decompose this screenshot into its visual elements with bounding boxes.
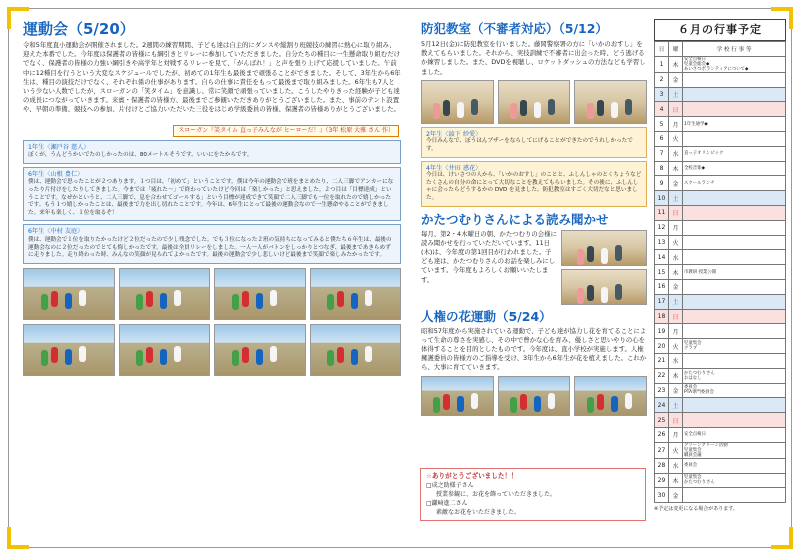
calendar-row [655, 161, 786, 176]
calendar-date: 23 [655, 383, 669, 398]
calendar-date: 9 [655, 176, 669, 191]
calendar-date: 4 [655, 102, 669, 117]
calendar-event: クリーングリーン活動 児童集会 職員会議 [683, 442, 786, 458]
calendar-date: 3 [655, 87, 669, 102]
calendar-event: 児童集会 クラブ [683, 339, 786, 354]
calendar-rows [655, 56, 786, 502]
crime-prevention-photo [421, 80, 494, 124]
calendar-weekday: 金 [669, 383, 683, 398]
calendar-date: 26 [655, 427, 669, 442]
calendar-event: 市教研 授業公開 [683, 265, 786, 280]
sports-day-section [23, 19, 401, 376]
calendar-date: 10 [655, 191, 669, 206]
thanks-line: □成之助様子さん [426, 482, 474, 489]
calendar-row [655, 442, 786, 458]
calendar-event [683, 131, 786, 146]
calendar-date: 24 [655, 398, 669, 413]
calendar-row [655, 398, 786, 413]
calendar-weekday: 火 [669, 442, 683, 458]
calendar-weekday: 木 [669, 368, 683, 383]
calendar-weekday: 月 [669, 117, 683, 132]
calendar-row [655, 176, 786, 191]
calendar-event [683, 102, 786, 117]
calendar-row [655, 279, 786, 294]
calendar-row [655, 413, 786, 428]
flower-photo [574, 376, 647, 416]
thanks-title: ☆ありがとうございました！！ [426, 472, 518, 480]
calendar-weekday: 日 [669, 102, 683, 117]
newsletter-sheet [8, 8, 792, 548]
student-comment-box [23, 140, 401, 164]
student-comment-box [421, 127, 647, 158]
crime-prevention-photos [421, 80, 647, 124]
sports-photo [119, 268, 211, 320]
calendar-date: 19 [655, 324, 669, 339]
calendar-event: 委員会 [683, 458, 786, 473]
calendar-row [655, 473, 786, 488]
comment-header: 4年生〈井田 惑花〉 [426, 164, 482, 172]
calendar-date: 21 [655, 353, 669, 368]
calendar-row [655, 72, 786, 87]
comment-text: 僕は、運動会で１位を取りたかったけど２位だったので少し残念でした。でも３位になった２班の気持ちになってみると僕たち６年生は、最後の運動会なのに２位だったのでとても悔しかったです。最後は全員リレーをしました。一人一人がバトンをしっかりとつなぎ、最後まであきらめずに走りました。走り終わった時、みんなの笑顔が見られてよかったです。最後の運動会で少し悲しいけど最後まで笑顔で楽しみたかったです。 [28, 236, 392, 259]
calendar-event: スクールランチ [683, 176, 786, 191]
student-comment-box [23, 224, 401, 263]
calendar-row [655, 250, 786, 265]
thanks-line: 授業参観に、お花を飾っていただきました。 [436, 491, 557, 498]
calendar-date: 15 [655, 265, 669, 280]
calendar-date: 12 [655, 220, 669, 235]
calendar-weekday: 日 [669, 413, 683, 428]
calendar-col-event: 学 校 行 事 等 [683, 42, 786, 57]
calendar-row [655, 117, 786, 132]
calendar-weekday: 木 [669, 265, 683, 280]
comment-header: 1年生〈瀬戸谷 慈人〉 [28, 143, 90, 151]
sports-day-photo-grid [23, 268, 401, 376]
calendar-date: 2 [655, 72, 669, 87]
calendar-event: 安全点検日 児童会総会◆ あいさつボランティアについて◆ [683, 56, 786, 72]
flower-photos [421, 376, 647, 416]
calendar-event [683, 413, 786, 428]
calendar-row [655, 87, 786, 102]
calendar-event [683, 279, 786, 294]
calendar-event [683, 294, 786, 309]
calendar-event: 直っ子オリンピック [683, 146, 786, 161]
flower-photo [498, 376, 571, 416]
calendar-weekday: 金 [669, 72, 683, 87]
thanks-box [420, 468, 646, 521]
corner-decoration [7, 527, 29, 549]
calendar-row [655, 294, 786, 309]
sports-photo [119, 324, 211, 376]
calendar-weekday: 土 [669, 191, 683, 206]
calendar-date: 27 [655, 442, 669, 458]
calendar-event [683, 235, 786, 250]
calendar-row [655, 324, 786, 339]
calendar-footnote: ※予定は変更になる場合があります。 [654, 506, 738, 513]
crime-prevention-photo [574, 80, 647, 124]
calendar-row [655, 339, 786, 354]
calendar-event [683, 353, 786, 368]
calendar-weekday: 火 [669, 235, 683, 250]
human-rights-flower-title: 人権の花運動（5/24） [421, 308, 552, 324]
calendar-event [683, 87, 786, 102]
comment-header: 6年生〈中村 友庭〉 [28, 228, 84, 236]
middle-column [421, 19, 647, 416]
calendar-weekday: 月 [669, 324, 683, 339]
sports-day-title: 運動会（5/20） [23, 20, 135, 38]
calendar-weekday: 土 [669, 87, 683, 102]
calendar-weekday: 火 [669, 131, 683, 146]
calendar-row [655, 353, 786, 368]
sports-photo [310, 324, 402, 376]
crime-prevention-photo [498, 80, 571, 124]
calendar-row [655, 220, 786, 235]
calendar-date: 5 [655, 117, 669, 132]
student-comment-box [421, 161, 647, 207]
sports-photo [23, 324, 115, 376]
thanks-line: □鎌﨑進二さん [426, 500, 468, 507]
thanks-line: 素敵なお花をいただきました。 [436, 509, 521, 516]
calendar-weekday: 金 [669, 279, 683, 294]
calendar-weekday: 日 [669, 309, 683, 324]
calendar-weekday: 木 [669, 56, 683, 72]
calendar-row [655, 102, 786, 117]
calendar-event [683, 205, 786, 220]
comment-header: 2年生〈綾下 紗愛〉 [426, 130, 482, 138]
calendar-weekday: 金 [669, 488, 683, 503]
reading-body: 毎月、第2・4木曜日の朝、かたつむりの会様に読み聞かせを行っていただいています。11日(木)は、今年度の第1回目が行われました。子ども達は、かたつむりさんのお話を楽しみにしています。今年度もよろしくお願いいたします。 [421, 229, 557, 284]
calendar-row [655, 383, 786, 398]
calendar-row [655, 56, 786, 72]
reading-title: かたつむりさんによる読み聞かせ [421, 211, 609, 227]
calendar-weekday: 水 [669, 146, 683, 161]
calendar-weekday: 土 [669, 294, 683, 309]
calendar-date: 14 [655, 250, 669, 265]
comment-text: 今日みんなで、ぼうはんブザーをならしてにげることができたのでうれしかったです。 [426, 138, 633, 152]
calendar-weekday: 水 [669, 250, 683, 265]
calendar-table [654, 41, 786, 503]
calendar-event: 委員会 PTA専門委員会 [683, 383, 786, 398]
calendar-event: かたつむりさん おはなし [683, 368, 786, 383]
calendar-row [655, 368, 786, 383]
calendar-date: 11 [655, 205, 669, 220]
calendar-weekday: 水 [669, 458, 683, 473]
calendar-weekday: 日 [669, 205, 683, 220]
calendar-title: ６月の行事予定 [654, 19, 786, 41]
calendar-row [655, 205, 786, 220]
calendar-date: 17 [655, 294, 669, 309]
comment-text: 今日は、けいさつの人から、「いかのおすし」のことと、ふしんしゃのとくちょうなどたくさんの自分の命にとって大切なことを教えてもらいました。その後に、ふしんしゃに会ったらどうするかの DVD を見ました。防犯教室はすごく大切だなと思いました。 [426, 172, 642, 201]
calendar-date: 1 [655, 56, 669, 72]
student-comment-box [23, 167, 401, 222]
calendar-event: 児童集会 かたつむりさん [683, 473, 786, 488]
calendar-col-weekday: 曜 [669, 42, 683, 57]
calendar-date: 18 [655, 309, 669, 324]
calendar-weekday: 木 [669, 473, 683, 488]
calendar-row [655, 265, 786, 280]
calendar-row [655, 146, 786, 161]
june-calendar [654, 19, 786, 512]
comment-text: ぼくが、うんどうかいでたのしかったのは、80メートルそうです。いいにをたからです。 [28, 152, 253, 159]
calendar-row [655, 191, 786, 206]
sports-photo [214, 268, 306, 320]
reading-photo [561, 269, 647, 305]
calendar-event: 1年生通学◆ [683, 117, 786, 132]
sports-day-body: 令和5年度直小運動会が開催されました。2週間の練習期間、子ども達は自主的にダンスや縦割り班競技の練習に熱心に取り組み、迎えた本番でした。今年度は保護者の皆様にも綱引きとリレーに参加していただきました。自分たちの種目に一生懸命取り組むだけでなく、保護者の皆様の力強い綱引きや高学年と対戦するリレーを見て、「がんばれ！」と声を張り上げて応援していました。午前中に12種目を行うという大変なスケジュールでしたが、初めての1年生も最後まで頑張ることができました。そして、3年生から6年生は、種目の演技だけでなく、それぞれ係の仕事があります。自らの仕事に責任をもって最後まで取り組みました。6年生も7人という少ない人数でしたが、スローガンの「笑タイム」を意識し、常に笑顔で頑張っていました。こうしたやりきった経験が子ども達の成長につながっていきます。来賓・保護者の皆様方、最後までご参観いただきありがとうございました。また、事前のテント設置や、早朝の準備、競技への参加、片付けとご協力いただいた三役をはじめ学級委員の皆様、保護者の皆様ありがとうございました。 [23, 41, 401, 114]
calendar-date: 30 [655, 488, 669, 503]
calendar-row [655, 131, 786, 146]
calendar-event [683, 488, 786, 503]
calendar-weekday: 月 [669, 220, 683, 235]
calendar-date: 16 [655, 279, 669, 294]
calendar-date: 22 [655, 368, 669, 383]
calendar-row [655, 309, 786, 324]
calendar-weekday: 水 [669, 353, 683, 368]
calendar-row [655, 235, 786, 250]
calendar-weekday: 火 [669, 339, 683, 354]
corner-decoration [771, 527, 793, 549]
calendar-event [683, 250, 786, 265]
calendar-date: 29 [655, 473, 669, 488]
calendar-date: 6 [655, 131, 669, 146]
reading-photo [561, 230, 647, 266]
human-rights-flower-body: 昭和57年度から実施されている運動で、子ども達が協力し花を育てることによって生命の尊さを実感し、その中で豊かな心を育み、優しさと思いやりの心を体得することを目的としたものです。今年度は、直小学校が実施します。人権擁護委員の皆様方のご指導を受け、3年生から6年生が花を植えました。これから、大事に育てていきます。 [421, 326, 647, 372]
slogan-banner: スローガン『笑タイム 直っ子みんなが ヒーローだ！』（3年 松原 大雅 さん 作） [173, 125, 399, 137]
calendar-weekday: 木 [669, 161, 683, 176]
calendar-weekday: 土 [669, 398, 683, 413]
flower-photo [421, 376, 494, 416]
calendar-row [655, 458, 786, 473]
sports-photo [23, 268, 115, 320]
calendar-event [683, 72, 786, 87]
calendar-event [683, 220, 786, 235]
comment-text: 僕は、運動会で思ったことが２つあります。１つ目は、「初めて」ということです。僕は今年の運動会で班をまとめたり、二人三脚でアンカーになったり片付けをしたりしてきました。今までは「疲れた～」で終わっていたけど今回は「楽しかった」と思えました。２つ目は「目標達成」ということです。なぜかというと、二人三脚で、息を合わせてゴールする」という目標が達成できて笑顔で二人三脚でも一位を取れたので嬉しかったです。もう１つ嬉しかったことは、最後まで力を出し切れたことです。今年は、6年生にとって最後の運動会なので一生懸命やることができました。来年も楽しく、１位を取るぞ！ [28, 179, 394, 216]
calendar-date: 28 [655, 458, 669, 473]
calendar-event [683, 309, 786, 324]
calendar-event [683, 324, 786, 339]
calendar-event: 全校音楽◆ [683, 161, 786, 176]
calendar-event [683, 398, 786, 413]
sports-photo [214, 324, 306, 376]
calendar-weekday: 金 [669, 176, 683, 191]
calendar-date: 7 [655, 146, 669, 161]
crime-prevention-body: 5月12日(金)に防犯教室を行いました。藤岡警察署の方に「いかのおすし」を教えてもらいました。それから、実技訓練で不審者に出会った時、どう逃げるか練習しました。また、DVDを視聴し、ロケットダッシュの方法なども学習しました。 [421, 40, 646, 76]
comment-header: 6年生〈山根 豊仁〉 [28, 170, 84, 178]
calendar-date: 8 [655, 161, 669, 176]
calendar-date: 20 [655, 339, 669, 354]
calendar-date: 25 [655, 413, 669, 428]
calendar-event: 安全点検日 [683, 427, 786, 442]
calendar-row [655, 488, 786, 503]
sports-photo [310, 268, 402, 320]
calendar-weekday: 月 [669, 427, 683, 442]
calendar-event [683, 191, 786, 206]
calendar-row [655, 427, 786, 442]
crime-prevention-title: 防犯教室（不審者対応）（5/12） [421, 21, 608, 36]
calendar-date: 13 [655, 235, 669, 250]
calendar-col-day: 日 [655, 42, 669, 57]
